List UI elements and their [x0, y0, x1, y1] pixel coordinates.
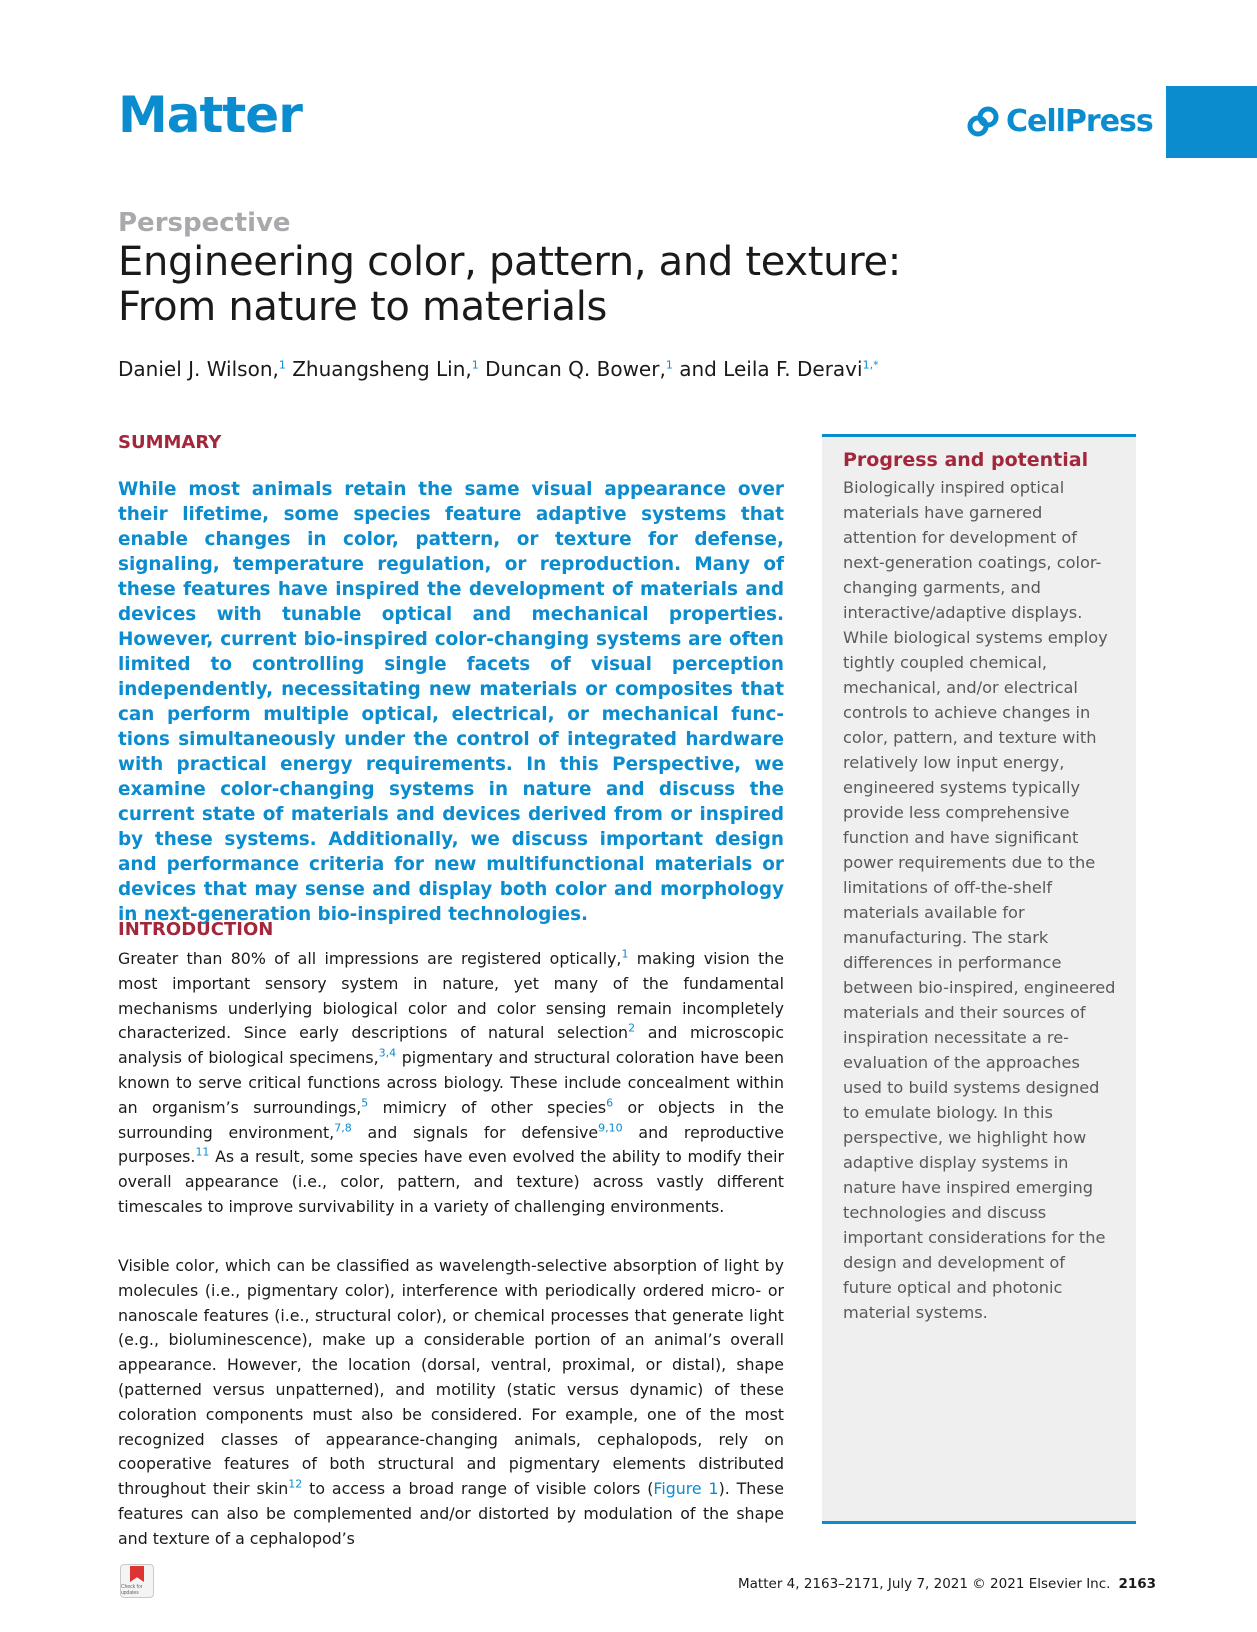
citation-ref[interactable]: 6 [606, 1096, 614, 1110]
footer-citation: Matter 4, 2163–2171, July 7, 2021 © 2021 Elsevier Inc. [738, 1576, 1111, 1592]
article-title-line2: From nature to materials [118, 284, 608, 330]
citation-ref[interactable]: 7,8 [334, 1121, 352, 1135]
citation-ref[interactable]: 3,4 [378, 1046, 397, 1060]
corner-tab [1166, 86, 1257, 158]
crossmark-badge[interactable] [120, 1564, 154, 1598]
author-name: Zhuangsheng Lin, [292, 357, 472, 381]
article-title [118, 240, 901, 330]
citation-ref[interactable]: 12 [288, 1477, 303, 1491]
affiliation-ref[interactable]: 1 [278, 358, 286, 372]
introduction-heading: INTRODUCTION [118, 919, 274, 940]
bookmark-icon [130, 1566, 144, 1582]
sidebar-heading: Progress and potential [843, 449, 1089, 471]
summary-heading: SUMMARY [118, 432, 222, 453]
affiliation-ref[interactable]: 1 [665, 358, 673, 372]
footer [738, 1576, 1156, 1592]
article-title-line1: Engineering color, pattern, and texture: [118, 239, 901, 285]
citation-ref[interactable]: 1 [621, 947, 629, 961]
crossmark-label: Check for updates [121, 1584, 143, 1596]
affiliation-ref[interactable]: 1 [471, 358, 479, 372]
citation-ref[interactable]: 5 [361, 1096, 369, 1110]
author-name: Duncan Q. Bower, [485, 357, 666, 381]
citation-ref[interactable]: 2 [628, 1022, 636, 1036]
publisher-name: CellPress [1006, 104, 1153, 139]
page-number: 2163 [1118, 1576, 1157, 1592]
publisher-logo[interactable] [966, 104, 1153, 139]
summary-text: While most animals retain the same visual appearance over their lifetime, some species feature adaptive systems that enable changes in color, pattern, or texture for defense, signaling, temperature regulation, or reproduction. Many of these features have inspired the development of materials and devices with tunable optical and mechanical properties. However, current bio-inspired color-changing systems are often limited to controlling single facets of visual perception independently, necessitating new materials or composites that can perform multiple optical, electrical, or mechanical functions simultaneously under the control of integrated hardware with practical energy requirements. In this Perspective, we examine color-changing systems in nature and discuss the current state of materials and devices derived from or inspired by these systems. Additionally, we discuss important design and performance criteria for new multifunctional materials or devices that may sense and display both color and morphology in next-generation bio-inspired technologies. [118, 479, 784, 925]
author-name: Daniel J. Wilson, [118, 357, 279, 381]
sidebar-text: Biologically inspired optical materials have garnered attention for development of next-generation coatings, color-changing garments, and interactive/adaptive displays. While biological systems employ tightly coupled chemical, mechanical, and/or electrical controls to achieve changes in color, pattern, and texture with relatively low input energy, engineered systems typically provide less comprehensive function and have significant power requirements due to the limitations of off-the-shelf materials available for manufacturing. The stark differences in performance between bio-inspired, engineered materials and their sources of inspiration necessitate a re-evaluation of the approaches used to build systems designed to emulate biology. In this perspective, we highlight how adaptive display systems in nature have inspired emerging technologies and discuss important considerations for the design and development of future optical and photonic material systems. [843, 478, 1116, 1322]
figure-link[interactable]: Figure 1 [653, 1479, 719, 1499]
intro-paragraph-1: Greater than 80% of all impressions are registered optically,$^1$ making vision the most important sensory system in nature, yet many of the fundamental mechanisms underlying biological color and color sensing remain incompletely characterized. Since early descriptions of natural selection$^2$ and microscopic analysis of biological specimens,$^{3,4}$ pigmentary and structural coloration have been known to serve critical functions across biology. These include concealment within an organism’s surroundings,$^5$ mimicry of other species$^6$ or objects in the surrounding environment,$^{7,8}$ and signals for defensive$^{9,10}$ and reproductive purposes.$^{11}$ As a result, some species have even evolved the ability to modify their overall appearance (i.e., color, pattern, and texture) across vastly different timescales to improve survivability in a variety of challenging environments. [118, 947, 785, 1216]
article-type: Perspective [118, 208, 291, 238]
progress-potential-box [822, 434, 1136, 1524]
intro-paragraph-2: Visible color, which can be classified as wavelength-selective absorption of light by molecules (i.e., pigmentary color), interference with periodically ordered micro- or nanoscale features (i.e., structural color), or chemical processes that generate light (e.g., bioluminescence), make up a considerable portion of an animal’s overall appearance. However, the location (dorsal, ventral, proximal, or distal), shape (patterned versus unpatterned), and motility (static versus dynamic) of these coloration components must also be considered. For example, one of the most recognized classes of appearance-changing animals, cephalopods, rely on cooperative features of both structural and pigmentary elements distributed throughout their skin$^{12}$ to access a broad range of visible colors (Figure 1). These features can also be complemented and/or distorted by modulation of the shape and texture of a cephalopod’s [118, 1256, 784, 1548]
journal-title: Matter [118, 86, 302, 144]
citation-ref[interactable]: 11 [195, 1146, 210, 1160]
author-list [118, 357, 879, 381]
author-name: and Leila F. Deravi [679, 357, 863, 381]
affiliation-ref[interactable]: 1,* [862, 358, 879, 372]
citation-ref[interactable]: 9,10 [598, 1121, 623, 1135]
cellpress-icon [966, 105, 1000, 139]
